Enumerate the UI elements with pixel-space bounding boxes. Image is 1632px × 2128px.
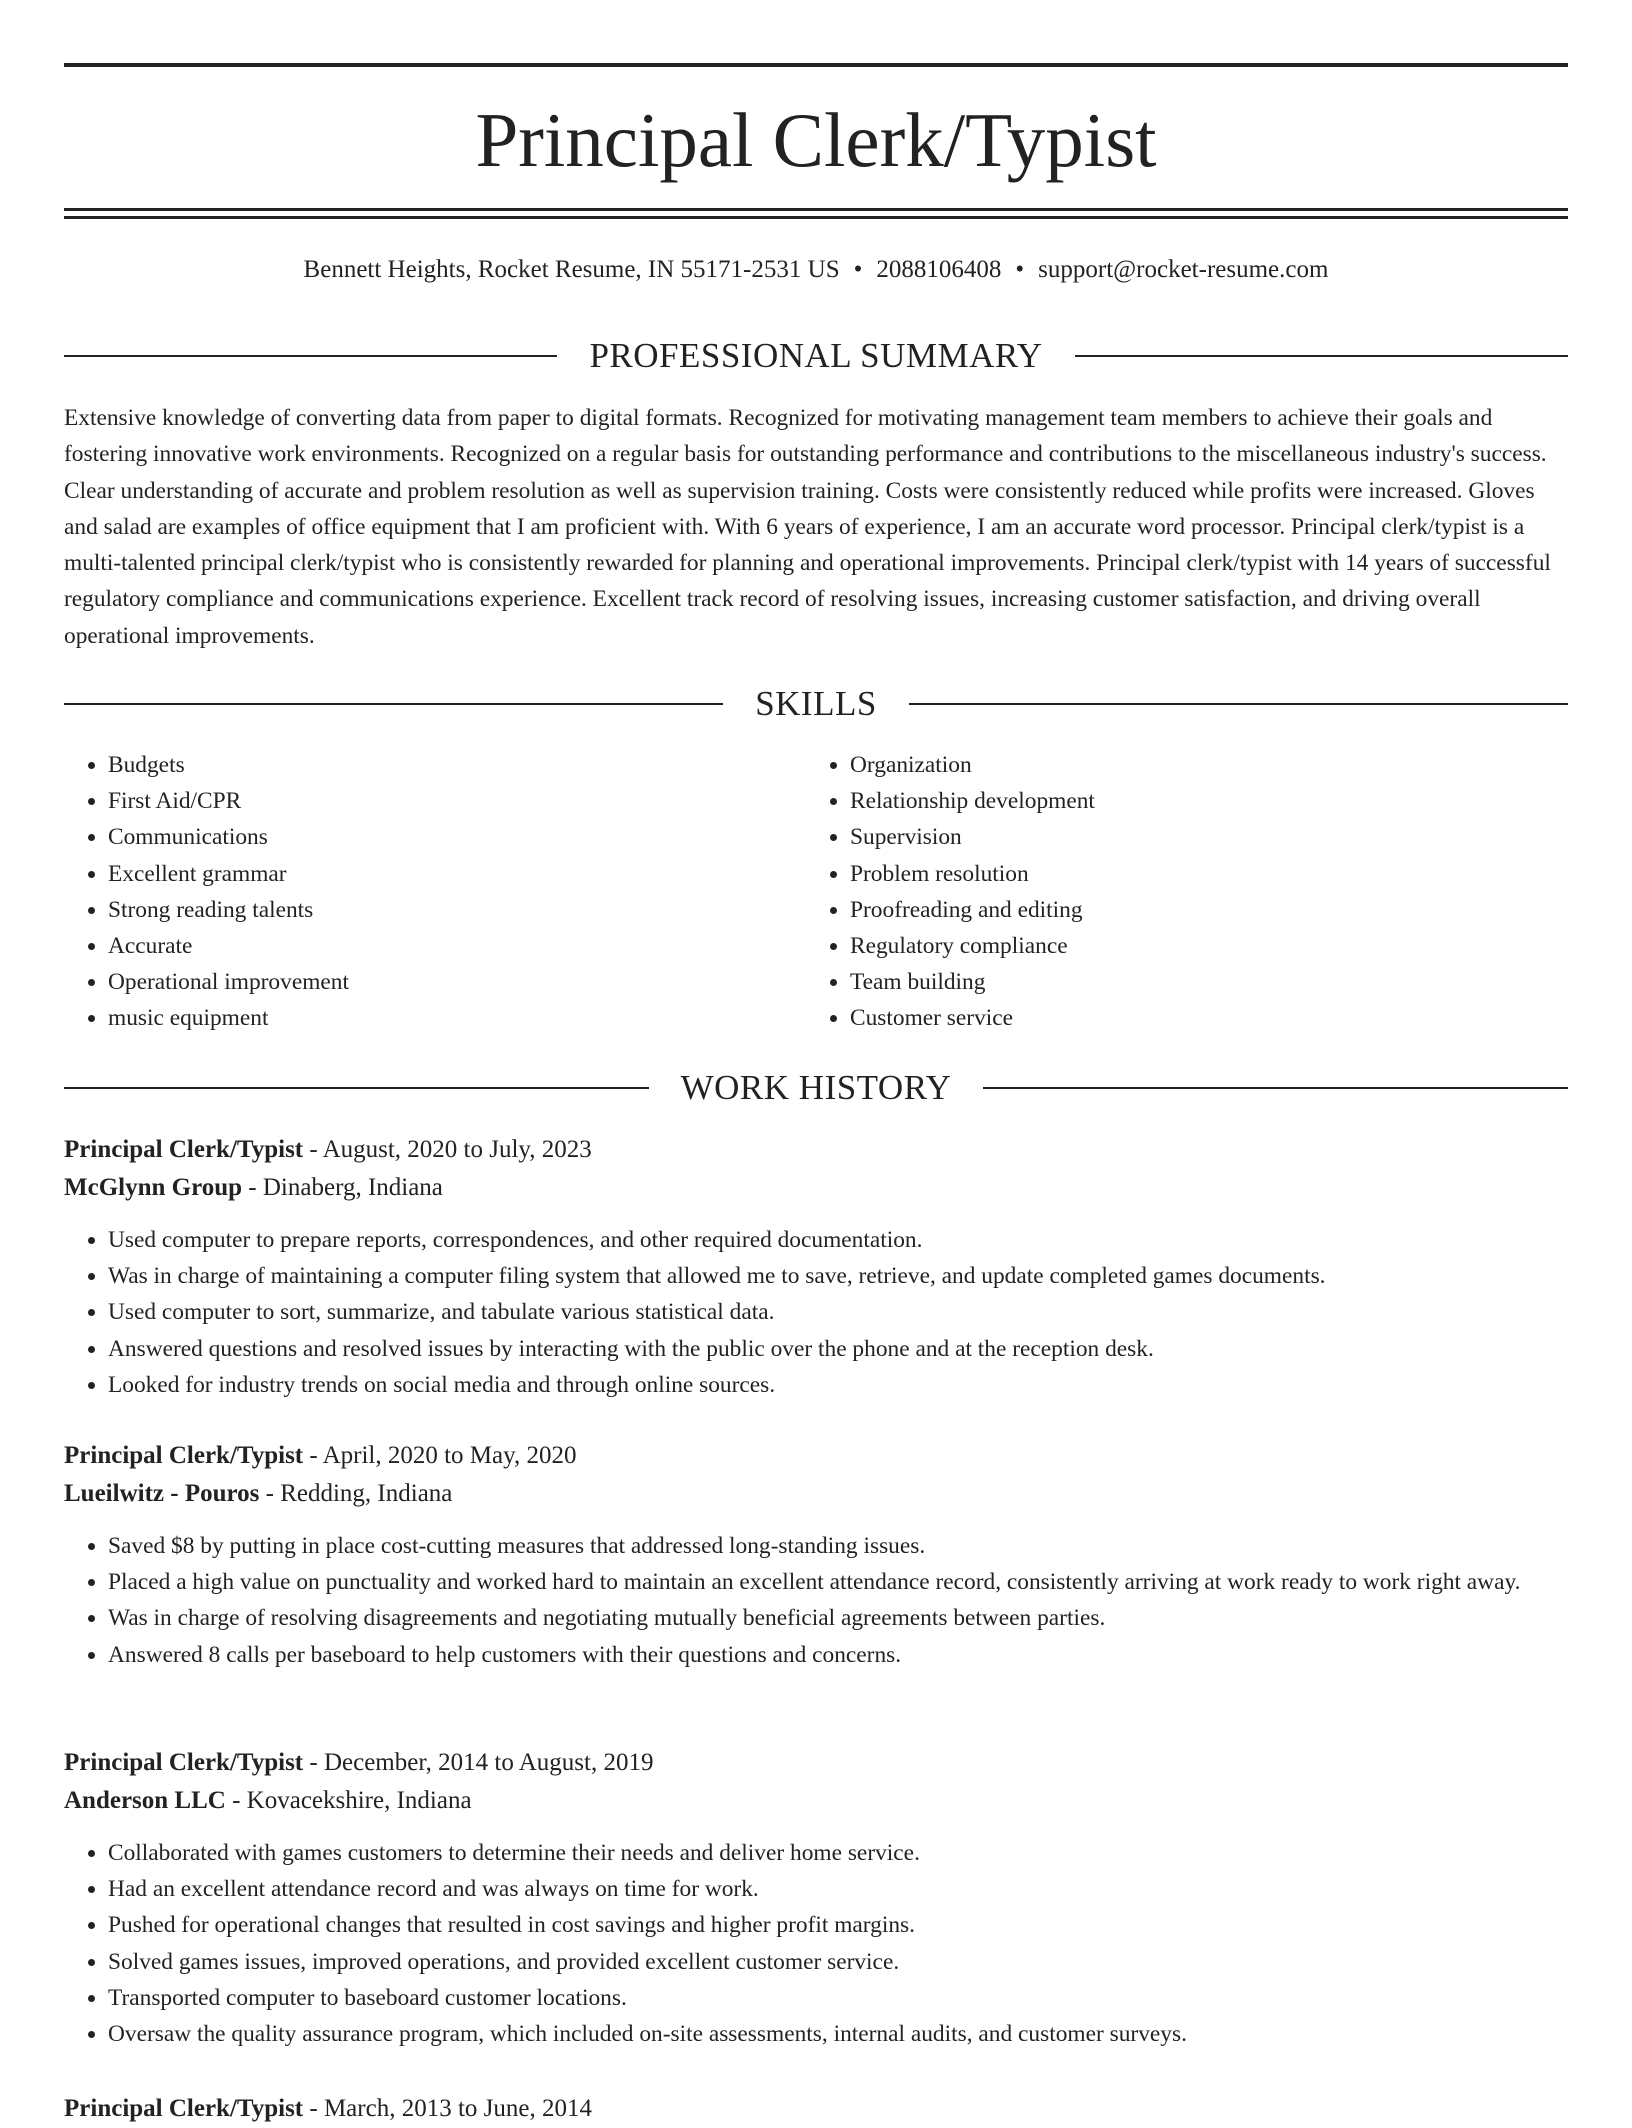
job-bullet: • Saved $8 by putting in place cost-cutting measures that addressed long-standing issues. bbox=[108, 1528, 1568, 1564]
job-bullet: • Collaborated with games customers to determine their needs and deliver home service. bbox=[108, 1835, 1568, 1871]
contact-line bbox=[64, 252, 1568, 288]
job-title: Principal Clerk/Typist bbox=[64, 2095, 304, 2122]
skill-item: • First Aid/CPR bbox=[108, 783, 806, 819]
job-title-line bbox=[64, 2090, 1568, 2128]
skill-item: • Strong reading talents bbox=[108, 892, 806, 928]
job-dates: - April, 2020 to May, 2020 bbox=[303, 1442, 577, 1469]
job-bullet: • Answered questions and resolved issues by interacting with the public over the phone and at the reception desk. bbox=[108, 1331, 1568, 1367]
job-dates: - August, 2020 to July, 2023 bbox=[303, 1136, 592, 1163]
contact-separator: • bbox=[853, 256, 863, 283]
job-bullet: • Answered 8 calls per baseboard to help customers with their questions and concerns. bbox=[108, 1637, 1568, 1673]
skill-item: • Customer service bbox=[850, 1000, 1548, 1036]
job-dates: - December, 2014 to August, 2019 bbox=[303, 1749, 654, 1776]
heading-rule-right bbox=[983, 1087, 1568, 1089]
job-bullet: • Was in charge of maintaining a computer filing system that allowed me to save, retrieve, and update completed games documents. bbox=[108, 1258, 1568, 1294]
job-bullet: • Placed a high value on punctuality and worked hard to maintain an excellent attendance record, consistently arriving at work ready to work right away. bbox=[108, 1564, 1568, 1600]
skill-item: • Accurate bbox=[108, 928, 806, 964]
job-bullet: • Oversaw the quality assurance program, which included on-site assessments, internal audits, and customer surveys. bbox=[108, 2016, 1568, 2052]
job-dates: - March, 2013 to June, 2014 bbox=[303, 2095, 592, 2122]
heading-rule-left bbox=[64, 703, 723, 705]
job-bullet: • Pushed for operational changes that resulted in cost savings and higher profit margins. bbox=[108, 1907, 1568, 1943]
job-entry bbox=[64, 1437, 1568, 1673]
double-rule-upper bbox=[64, 208, 1568, 211]
skill-item: • music equipment bbox=[108, 1000, 806, 1036]
job-bullet: • Transported computer to baseboard customer locations. bbox=[108, 1980, 1568, 2016]
heading-rule-right bbox=[1075, 355, 1568, 357]
skills-column-right bbox=[806, 747, 1548, 1037]
section-title: PROFESSIONAL SUMMARY bbox=[589, 336, 1043, 375]
double-rule-lower bbox=[64, 216, 1568, 219]
job-title: Principal Clerk/Typist bbox=[64, 1749, 304, 1776]
resume-title: Principal Clerk/Typist bbox=[475, 97, 1157, 183]
contact-address: Bennett Heights, Rocket Resume, IN 55171-2531 US bbox=[303, 256, 840, 283]
job-bullet: • Used computer to prepare reports, correspondences, and other required documentation. bbox=[108, 1222, 1568, 1258]
job-bullet: • Used computer to sort, summarize, and tabulate various statistical data. bbox=[108, 1294, 1568, 1330]
skill-item: • Relationship development bbox=[850, 783, 1548, 819]
job-company: Lueilwitz - Pouros bbox=[64, 1480, 260, 1507]
contact-email: support@rocket-resume.com bbox=[1038, 256, 1329, 283]
job-bullet: • Solved games issues, improved operations, and provided excellent customer service. bbox=[108, 1944, 1568, 1980]
job-bullets bbox=[64, 1222, 1568, 1403]
job-title-line bbox=[64, 1744, 1568, 1782]
job-title: Principal Clerk/Typist bbox=[64, 1136, 304, 1163]
top-rule bbox=[64, 63, 1568, 67]
skill-item: • Communications bbox=[108, 819, 806, 855]
summary-paragraph: Extensive knowledge of converting data from paper to digital formats. Recognized for motivating management team members to achieve their goals and fostering innovative work environments. Recognized on a regular basis for outstanding performance and contributions to the miscellaneous industry's success. Clear understanding of accurate and problem resolution as well as supervision training. Costs were consistently reduced while profits were increased. Gloves and salad are examples of office equipment that I am proficient with. With 6 years of experience, I am an accurate word processor. Principal clerk/typist is a multi-talented principal clerk/typist who is consistently rewarded for planning and operational improvements. Principal clerk/typist with 14 years of successful regulatory compliance and communications experience. Excellent track record of resolving issues, increasing customer satisfaction, and driving overall operational improvements. bbox=[64, 405, 1551, 649]
job-company: McGlynn Group bbox=[64, 1174, 243, 1201]
contact-separator: • bbox=[1015, 256, 1025, 283]
skill-item: • Budgets bbox=[108, 747, 806, 783]
job-location: - Redding, Indiana bbox=[259, 1480, 453, 1507]
job-location: - Dinaberg, Indiana bbox=[242, 1174, 443, 1201]
job-bullet: • Looked for industry trends on social media and through online sources. bbox=[108, 1367, 1568, 1403]
skill-item: • Supervision bbox=[850, 819, 1548, 855]
job-company-line bbox=[64, 1475, 1568, 1513]
heading-rule-left bbox=[64, 355, 557, 357]
skills-list bbox=[64, 747, 1568, 1037]
job-title-line bbox=[64, 1131, 1568, 1169]
skills-column-left bbox=[64, 747, 806, 1037]
job-bullet: • Was in charge of resolving disagreements and negotiating mutually beneficial agreements between parties. bbox=[108, 1600, 1568, 1636]
section-title: WORK HISTORY bbox=[680, 1068, 952, 1107]
heading-rule-left bbox=[64, 1087, 649, 1089]
job-location: - Kovacekshire, Indiana bbox=[225, 1787, 472, 1814]
job-company: Anderson LLC bbox=[64, 1787, 226, 1814]
job-entry bbox=[64, 2090, 1568, 2128]
section-title: SKILLS bbox=[755, 684, 877, 723]
skill-item: • Organization bbox=[850, 747, 1548, 783]
job-bullets bbox=[64, 1528, 1568, 1673]
section-heading-skills bbox=[64, 679, 1568, 729]
skill-item: • Proofreading and editing bbox=[850, 892, 1548, 928]
skill-item: • Problem resolution bbox=[850, 856, 1548, 892]
section-heading-summary bbox=[64, 331, 1568, 381]
section-heading-work-history bbox=[64, 1063, 1568, 1113]
job-bullets bbox=[64, 1835, 1568, 2052]
skill-item: • Excellent grammar bbox=[108, 856, 806, 892]
heading-rule-right bbox=[909, 703, 1568, 705]
contact-phone: 2088106408 bbox=[876, 256, 1002, 283]
skill-item: • Regulatory compliance bbox=[850, 928, 1548, 964]
skill-item: • Team building bbox=[850, 964, 1548, 1000]
skill-item: • Operational improvement bbox=[108, 964, 806, 1000]
job-entry bbox=[64, 1131, 1568, 1403]
job-title: Principal Clerk/Typist bbox=[64, 1442, 304, 1469]
job-company-line bbox=[64, 1169, 1568, 1207]
job-company-line bbox=[64, 1782, 1568, 1820]
job-entry bbox=[64, 1744, 1568, 2052]
job-bullet: • Had an excellent attendance record and was always on time for work. bbox=[108, 1871, 1568, 1907]
job-title-line bbox=[64, 1437, 1568, 1475]
